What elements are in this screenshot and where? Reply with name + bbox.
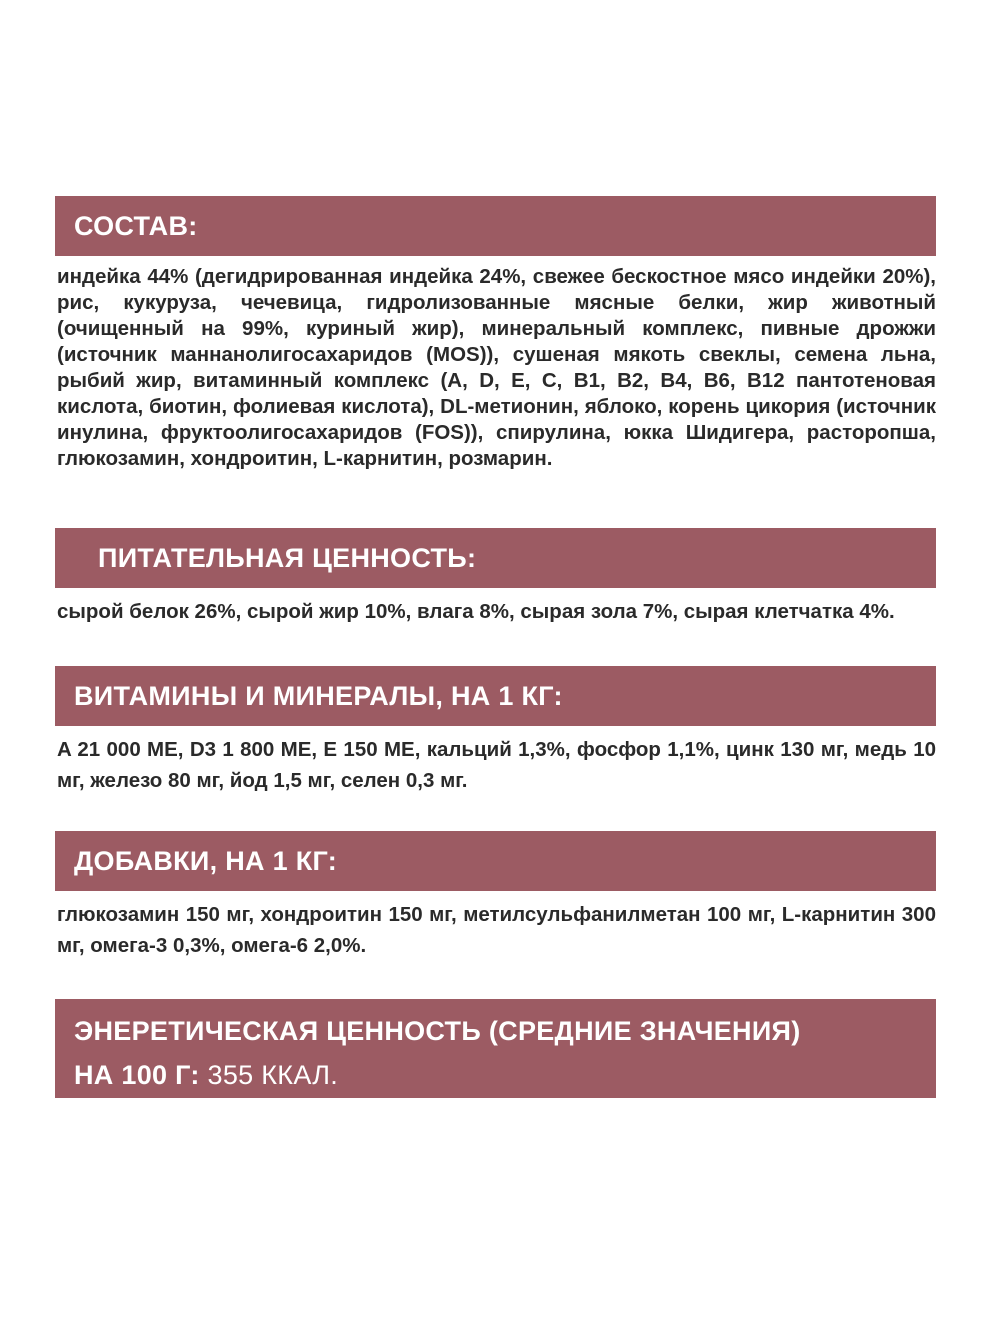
composition-header xyxy=(55,196,936,256)
nutrition-title: ПИТАТЕЛЬНАЯ ЦЕННОСТЬ: xyxy=(98,543,477,573)
energy-value: 355 ККАЛ. xyxy=(207,1060,339,1090)
energy-value-line xyxy=(74,1053,936,1097)
additives-text: глюкозамин 150 мг, хондроитин 150 мг, метилсульфанилметан 100 мг, L-карнитин 300 мг, омега-3 0,3%, омега-6 2,0%. xyxy=(57,903,936,957)
additives-header xyxy=(55,831,936,891)
energy-title: ЭНЕРЕТИЧЕСКАЯ ЦЕННОСТЬ (СРЕДНИЕ ЗНАЧЕНИЯ) xyxy=(74,1016,801,1046)
composition-text: индейка 44% (дегидрированная индейка 24%, свежее бескостное мясо индейки 20%), рис, кукуруза, чечевица, гидролизованные мясные белки, жир животный (очищенный на 99%, куриный жир), минеральный комплекс, пивные дрожжи (источник маннанолигосахаридов (MOS)), сушеная мякоть свеклы, семена льна, рыбий жир, витаминный комплекс (A, D, E, C, B1, B2, B4, B6, B12 пантотеновая кислота, биотин, фолиевая кислота), DL-метионин, яблоко, корень цикория (источник инулина, фруктоолигосахаридов (FOS)), спирулина, юкка Шидигера, расторопша, глюкозамин, хондроитин, L-карнитин, розмарин. xyxy=(57,265,936,470)
nutrition-text: сырой белок 26%, сырой жир 10%, влага 8%, сырая зола 7%, сырая клетчатка 4%. xyxy=(57,600,895,623)
composition-title: СОСТАВ: xyxy=(74,211,198,241)
additives-title: ДОБАВКИ, НА 1 КГ: xyxy=(74,846,338,876)
vitamins-header xyxy=(55,666,936,726)
energy-per-label: НА 100 Г: xyxy=(74,1060,200,1090)
vitamins-text: A 21 000 МЕ, D3 1 800 МЕ, E 150 МЕ, кальций 1,3%, фосфор 1,1%, цинк 130 мг, медь 10 мг, железо 80 мг, йод 1,5 мг, селен 0,3 мг. xyxy=(57,738,936,792)
vitamins-title: ВИТАМИНЫ И МИНЕРАЛЫ, НА 1 КГ: xyxy=(74,681,563,711)
energy-header xyxy=(55,999,936,1098)
nutrition-header xyxy=(55,528,936,588)
